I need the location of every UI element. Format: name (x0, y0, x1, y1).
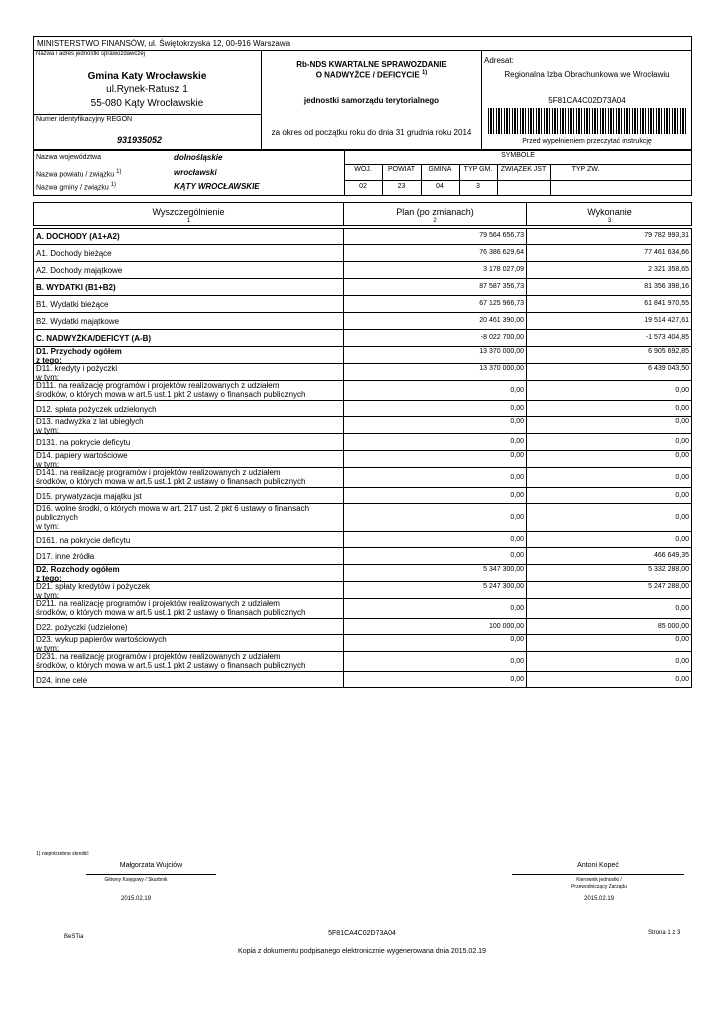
row-execution-value: 19 514 427,61 (644, 317, 689, 324)
row-execution-value: 466 649,35 (653, 552, 689, 559)
divider (526, 313, 527, 330)
row-execution-value: 0,00 (675, 514, 689, 521)
divider (691, 262, 692, 279)
left-signer-name: Małgorzata Wujciów (119, 862, 183, 869)
divider (691, 279, 692, 296)
divider (526, 245, 527, 262)
divider (33, 228, 34, 245)
row-execution-value: 61 841 970,55 (644, 300, 689, 307)
table-row (33, 262, 692, 279)
divider (691, 228, 692, 245)
row-execution-value: 0,00 (675, 474, 689, 481)
right-signer-name: Antoni Kopeć (577, 862, 619, 869)
row-label: D161. na pokrycie deficytu (36, 536, 131, 545)
barcode-image (488, 108, 686, 134)
symbol-header: WOJ. (354, 166, 372, 173)
row-label: D231. na realizację programów i projektów realizowanych z udziałem środków, o których mowa w art.5 ust.1 pkt 2 ustawy o finansach publicznych (36, 652, 306, 670)
divider (691, 364, 692, 381)
divider (33, 565, 34, 582)
doc-code: 5F81CA4C02D73A04 (548, 96, 626, 105)
form-title-2 (262, 70, 481, 80)
table-row (33, 381, 692, 401)
form-subtitle: jednostki samorządu terytorialnego (303, 96, 440, 105)
right-signer-role-2: Przewodniczący Zarządu (571, 884, 627, 890)
divider (33, 532, 34, 548)
row-execution-value: 0,00 (675, 452, 689, 459)
divider (343, 532, 344, 548)
divider (526, 582, 527, 599)
divider (691, 619, 692, 635)
table-row (33, 582, 692, 599)
row-execution-value: 0,00 (675, 492, 689, 499)
divider (343, 548, 344, 565)
row-execution-value: 0,00 (675, 605, 689, 612)
divider (343, 296, 344, 313)
table-row (33, 635, 692, 652)
row-execution-value: 0,00 (675, 387, 689, 394)
county-label (36, 169, 122, 178)
table-row (33, 401, 692, 417)
copy-note: Kopia z dokumentu podpisanego elektronicznie wygenerowana dnia 2015.02.19 (238, 948, 486, 955)
row-label: D131. na pokrycie deficytu (36, 438, 131, 447)
right-signer-role: Kierownik jednostki / (576, 877, 622, 883)
divider (343, 279, 344, 296)
divider (33, 296, 34, 313)
divider (526, 599, 527, 619)
addressee-label: Adresat: (484, 56, 514, 65)
row-label: D21. spłaty kredytów i pożyczek w tym: (36, 582, 150, 600)
divider (691, 296, 692, 313)
table-row (33, 488, 692, 504)
divider (526, 296, 527, 313)
divider (691, 330, 692, 347)
row-execution-value: 0,00 (675, 676, 689, 683)
row-label: B2. Wydatki majątkowe (36, 317, 120, 326)
divider (33, 672, 34, 688)
instruction-note: Przed wypełnieniem przeczytać instrukcję (522, 138, 652, 145)
divider (343, 451, 344, 468)
row-label: B1. Wydatki bieżące (36, 300, 109, 309)
row-execution-value: 81 356 398,16 (644, 283, 689, 290)
divider (526, 401, 527, 417)
divider (33, 582, 34, 599)
row-plan-value: 3 178 027,09 (483, 266, 524, 273)
row-execution-value: -1 573 404,85 (645, 334, 689, 341)
divider (33, 114, 261, 115)
divider (526, 451, 527, 468)
divider (691, 381, 692, 401)
symbol-header: POWIAT (387, 166, 416, 173)
divider (526, 279, 527, 296)
row-label: D111. na realizację programów i projektów realizowanych z udziałem środków, o których mowa w art.5 ust.1 pkt 2 ustawy o finansach publicznych (36, 381, 306, 399)
divider (33, 434, 34, 451)
row-execution-value: 0,00 (675, 658, 689, 665)
footnote-mark: 1) (110, 182, 117, 188)
divider (691, 313, 692, 330)
divider (343, 245, 344, 262)
divider (691, 434, 692, 451)
divider (691, 504, 692, 532)
divider (33, 401, 34, 417)
divider (343, 262, 344, 279)
unit-street: ul.Rynek-Ratusz 1 (106, 84, 188, 95)
row-execution-value: 79 782 993,31 (644, 232, 689, 239)
row-plan-value: 0,00 (510, 636, 524, 643)
divider (691, 599, 692, 619)
divider (33, 262, 34, 279)
row-plan-value: 0,00 (510, 418, 524, 425)
symbol-value: 02 (359, 183, 367, 190)
divider (691, 548, 692, 565)
divider (526, 347, 527, 364)
symbol-value: 23 (397, 183, 406, 190)
divider (344, 164, 692, 165)
divider (33, 548, 34, 565)
left-signer-role: Główny Księgowy / Skarbnik (104, 877, 168, 883)
divider (343, 347, 344, 364)
row-plan-value: 87 587 356,73 (479, 283, 524, 290)
right-sign-date: 2015.02.19 (583, 896, 615, 902)
divider (526, 434, 527, 451)
table-row (33, 548, 692, 565)
table-row (33, 279, 692, 296)
divider (33, 347, 34, 364)
row-plan-value: 0,00 (510, 387, 524, 394)
row-plan-value: 0,00 (510, 552, 524, 559)
divider (33, 504, 34, 532)
row-plan-value: 0,00 (510, 405, 524, 412)
col-number-2: 2 (433, 218, 437, 224)
row-execution-value: 6 905 692,85 (648, 348, 689, 355)
divider (526, 488, 527, 504)
row-execution-value: 0,00 (675, 405, 689, 412)
row-plan-value: 20 461 390,00 (479, 317, 524, 324)
row-plan-value: 0,00 (510, 514, 524, 521)
divider (343, 401, 344, 417)
row-label: D13. nadwyżka z lat ubiegłych w tym: (36, 417, 144, 435)
table-row (33, 672, 692, 688)
footer-doc-code: 5F81CA4C02D73A04 (328, 930, 396, 937)
table-row (33, 347, 692, 364)
row-plan-value: 0,00 (510, 658, 524, 665)
row-execution-value: 2 321 358,65 (648, 266, 689, 273)
unit-label: Nazwa i adres jednostki sprawozdawczej (36, 51, 146, 57)
row-label: D22. pożyczki (udzielone) (36, 623, 128, 632)
row-label: A2. Dochody majątkowe (36, 266, 123, 275)
divider (526, 619, 527, 635)
divider (33, 245, 34, 262)
row-label: D141. na realizację programów i projektów realizowanych z udziałem środków, o których mowa w art.5 ust.1 pkt 2 ustawy o finansach publicznych (36, 468, 306, 486)
divider (691, 635, 692, 652)
addressee: Regionalna Izba Obrachunkowa we Wrocławiu (504, 70, 670, 79)
divider (526, 548, 527, 565)
col-header-description: Wyszczególnienie (152, 207, 225, 217)
row-plan-value: 13 370 000,00 (479, 348, 524, 355)
symbol-value: 3 (476, 183, 480, 190)
divider (343, 582, 344, 599)
symbols-title: SYMBOLE (501, 152, 535, 159)
divider (344, 180, 692, 181)
divider (343, 468, 344, 488)
divider (691, 582, 692, 599)
row-label: D1. Przychody ogółem z tego: (36, 347, 122, 365)
table-row (33, 313, 692, 330)
symbol-header: TYP ZW. (571, 166, 600, 173)
row-plan-value: 5 347 300,00 (483, 566, 524, 573)
divider (343, 619, 344, 635)
col-header-plan: Plan (po zmianach) (396, 207, 474, 217)
row-plan-value: 13 370 000,00 (479, 365, 524, 372)
row-execution-value: 6 439 043,50 (648, 365, 689, 372)
table-row (33, 417, 692, 434)
row-plan-value: 100 000,00 (488, 623, 524, 630)
divider (343, 330, 344, 347)
divider (33, 381, 34, 401)
row-label: D14. papiery wartościowe w tym: (36, 451, 128, 469)
divider (33, 619, 34, 635)
software-name: BeSTia (64, 934, 84, 940)
row-plan-value: 5 247 300,00 (483, 583, 524, 590)
divider (343, 652, 344, 672)
divider (33, 599, 34, 619)
divider (343, 228, 344, 245)
divider (526, 262, 527, 279)
divider (691, 451, 692, 468)
regon-value: 931935052 (117, 135, 163, 145)
row-label: A. DOCHODY (A1+A2) (36, 232, 120, 241)
row-plan-value: 0,00 (510, 452, 524, 459)
divider (526, 330, 527, 347)
row-plan-value: 76 386 629,64 (479, 249, 524, 256)
divider (343, 434, 344, 451)
table-row (33, 504, 692, 532)
divider (691, 672, 692, 688)
divider (526, 381, 527, 401)
divider (33, 451, 34, 468)
ministry-line: MINISTERSTWO FINANSÓW, ul. Świętokrzyska 12, 00-916 Warszawa (37, 39, 291, 48)
divider (33, 364, 34, 381)
divider (526, 672, 527, 688)
divider (33, 652, 34, 672)
row-label: B. WYDATKI (B1+B2) (36, 283, 116, 292)
row-plan-value: 79 564 656,73 (479, 232, 524, 239)
form-title: Rb-NDS KWARTALNE SPRAWOZDANIE (296, 60, 447, 69)
unit-name: Gmina Katy Wrocławskie (87, 71, 207, 82)
table-row (33, 330, 692, 347)
table-row (33, 228, 692, 245)
row-plan-value: 0,00 (510, 474, 524, 481)
divider (343, 672, 344, 688)
footnote-mark: 1) (421, 70, 428, 76)
row-label: D11. kredyty i pożyczki w tym: (36, 364, 118, 382)
divider (691, 532, 692, 548)
divider (691, 245, 692, 262)
row-plan-value: 0,00 (510, 536, 524, 543)
row-label: D17. inne źródła (36, 552, 95, 561)
table-row (33, 296, 692, 313)
row-execution-value: 0,00 (675, 418, 689, 425)
signature-line (512, 874, 684, 875)
divider (33, 468, 34, 488)
county-label-text: Nazwa powiatu / związku (36, 171, 115, 179)
divider (343, 313, 344, 330)
symbol-header: ZWIĄZEK JST (500, 166, 547, 173)
symbol-header: TYP GM. (463, 166, 493, 173)
divider (343, 504, 344, 532)
divider (33, 313, 34, 330)
row-label: D2. Rozchody ogółem z tego: (36, 565, 120, 583)
row-plan-value: 0,00 (510, 605, 524, 612)
table-row (33, 451, 692, 468)
row-execution-value: 0,00 (675, 536, 689, 543)
divider (691, 417, 692, 434)
divider (691, 401, 692, 417)
row-execution-value: 5 332 288,00 (648, 566, 689, 573)
row-label: D23. wykup papierów wartościowych w tym: (36, 635, 167, 653)
voivodeship-value: dolnośląskie (174, 153, 223, 162)
divider (343, 565, 344, 582)
row-label: D12. spłata pożyczek udzielonych (36, 405, 157, 414)
row-label: D211. na realizację programów i projektów realizowanych z udziałem środków, o których mowa w art.5 ust.1 pkt 2 ustawy o finansach publicznych (36, 599, 306, 617)
divider (343, 635, 344, 652)
divider (691, 488, 692, 504)
regon-label: Numer identyfikacyjny REGON (36, 116, 133, 123)
divider (526, 565, 527, 582)
divider (526, 504, 527, 532)
footnote-mark: 1) (116, 169, 122, 175)
county-value: wrocławski (174, 168, 217, 177)
unit-city: 55-080 Kąty Wrocławskie (90, 98, 204, 109)
row-label: D16. wolne środki, o których mowa w art. 217 ust. 2 pkt 6 ustawy o finansach publicznych w tym: (36, 504, 310, 531)
row-label: C. NADWYŻKA/DEFICYT (A-B) (36, 334, 152, 343)
table-row (33, 532, 692, 548)
row-execution-value: 0,00 (675, 636, 689, 643)
table-row (33, 434, 692, 451)
row-plan-value: 67 125 966,73 (479, 300, 524, 307)
col-number-3: 3 (607, 218, 612, 224)
symbol-header: GMINA (428, 166, 452, 173)
divider (526, 468, 527, 488)
divider (526, 417, 527, 434)
divider (33, 330, 34, 347)
divider (691, 347, 692, 364)
divider (343, 488, 344, 504)
commune-label (36, 182, 116, 191)
row-plan-value: -8 022 700,00 (480, 334, 524, 341)
divider (343, 417, 344, 434)
voivodeship-label: Nazwa województwa (36, 154, 101, 161)
table-row (33, 599, 692, 619)
divider (526, 364, 527, 381)
footnote: 1) niepotrzebne skreślić (36, 851, 89, 857)
row-label: D24. inne cele (36, 676, 88, 685)
divider (526, 228, 527, 245)
col-number-1: 1 (186, 218, 191, 224)
commune-label-text: Nazwa gminy / związku (36, 184, 109, 192)
table-row (33, 619, 692, 635)
row-plan-value: 0,00 (510, 676, 524, 683)
row-execution-value: 85 000,00 (657, 623, 689, 630)
page-number: Strona 1 z 3 (648, 930, 681, 936)
divider (526, 635, 527, 652)
divider (343, 599, 344, 619)
period: za okres od początku roku do dnia 31 grudnia roku 2014 (271, 128, 472, 137)
table-row (33, 245, 692, 262)
row-plan-value: 0,00 (510, 438, 524, 445)
symbol-value: 04 (436, 183, 444, 190)
signature-line (86, 874, 216, 875)
divider (33, 279, 34, 296)
row-plan-value: 0,00 (510, 492, 524, 499)
row-label: D15. prywatyzacja majątku jst (36, 492, 142, 501)
table-row (33, 652, 692, 672)
divider (343, 381, 344, 401)
left-sign-date: 2015.02.19 (120, 896, 152, 902)
table-row (33, 565, 692, 582)
divider (33, 417, 34, 434)
commune-value: KĄTY WROCŁAWSKIE (174, 182, 260, 191)
table-row (33, 468, 692, 488)
divider (33, 488, 34, 504)
row-execution-value: 77 461 634,66 (644, 249, 689, 256)
divider (526, 532, 527, 548)
divider (691, 565, 692, 582)
divider (343, 364, 344, 381)
row-execution-value: 0,00 (675, 438, 689, 445)
row-label: A1. Dochody bieżące (36, 249, 112, 258)
divider (33, 635, 34, 652)
form-title-text: O NADWYŻCE / DEFICYCIE (315, 70, 420, 80)
col-header-execution: Wykonanie (587, 207, 632, 217)
row-execution-value: 5 247 288,00 (648, 583, 689, 590)
table-row (33, 364, 692, 381)
divider (691, 652, 692, 672)
divider (526, 652, 527, 672)
divider (691, 468, 692, 488)
